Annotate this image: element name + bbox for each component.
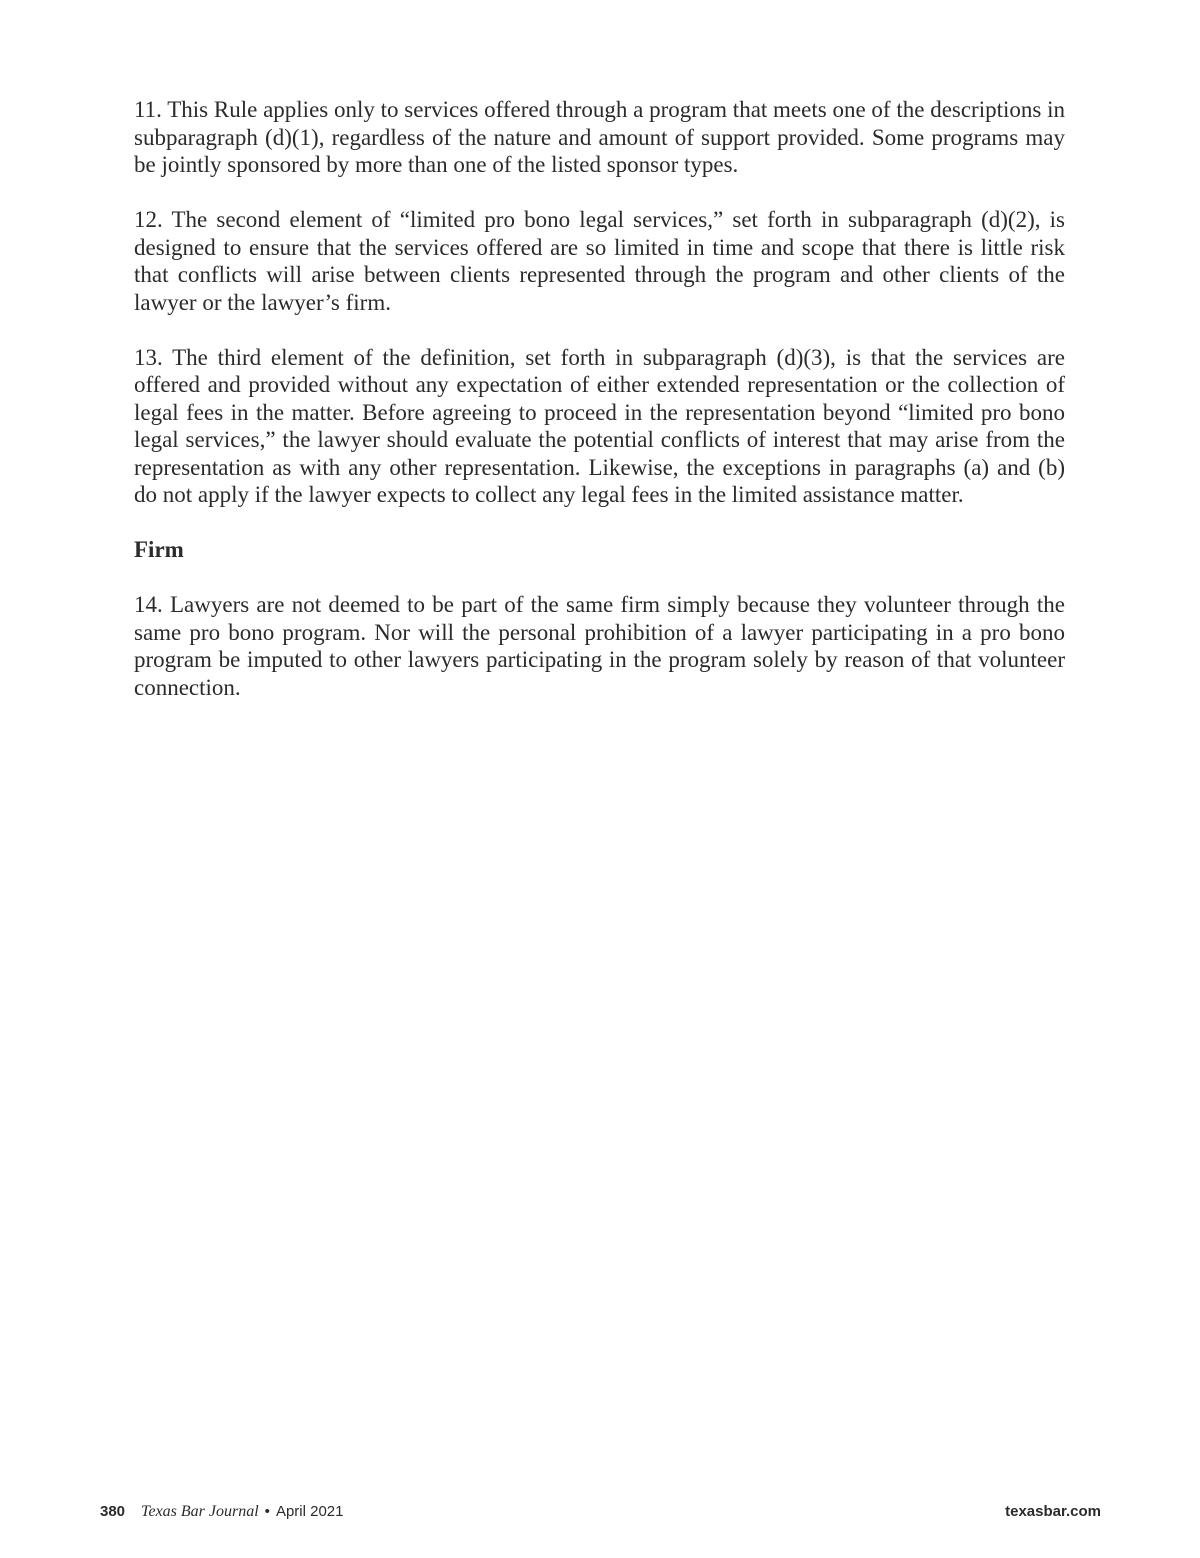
section-heading-firm: Firm: [134, 537, 184, 562]
paragraph-12: 12. The second element of “limited pro bono legal services,” set forth in subparagraph (d)(2), is designed to ensure that the services offered are so limited in time and scope that there is little risk that conflicts will arise between clients represented through the program and other clients of the lawyer or the lawyer’s firm.: [134, 207, 1065, 315]
paragraph-13: 13. The third element of the definition, set forth in subparagraph (d)(3), is that the services are offered and provided without any expectation of either extended representation or the collection of legal fees in the matter. Before agreeing to proceed in the representation beyond “limited pro bono legal services,” the lawyer should evaluate the potential conflicts of interest that may arise from the representation as with any other representation. Likewise, the exceptions in paragraphs (a) and (b) do not apply if the lawyer expects to collect any legal fees in the limited assistance matter.: [134, 344, 1065, 507]
page-footer: [100, 1503, 1101, 1525]
paragraph-14: 14. Lawyers are not deemed to be part of the same firm simply because they volunteer through the same pro bono program. Nor will the personal prohibition of a lawyer participating in a pro bono program be imputed to other lawyers participating in the program solely by reason of that volunteer connection.: [134, 592, 1065, 700]
website-link: texasbar.com: [1005, 1503, 1101, 1520]
footer-bullet: •: [264, 1503, 270, 1520]
page-number: 380: [100, 1503, 126, 1520]
footer-left: [100, 1503, 343, 1521]
paragraph-11: 11. This Rule applies only to services offered through a program that meets one of the descriptions in subparagraph (d)(1), regardless of the nature and amount of support provided. Some programs may be jointly sponsored by more than one of the listed sponsor types.: [134, 97, 1065, 177]
article-body: [134, 96, 1065, 729]
journal-title: Texas Bar Journal: [141, 1503, 259, 1520]
issue-date: April 2021: [275, 1503, 344, 1520]
